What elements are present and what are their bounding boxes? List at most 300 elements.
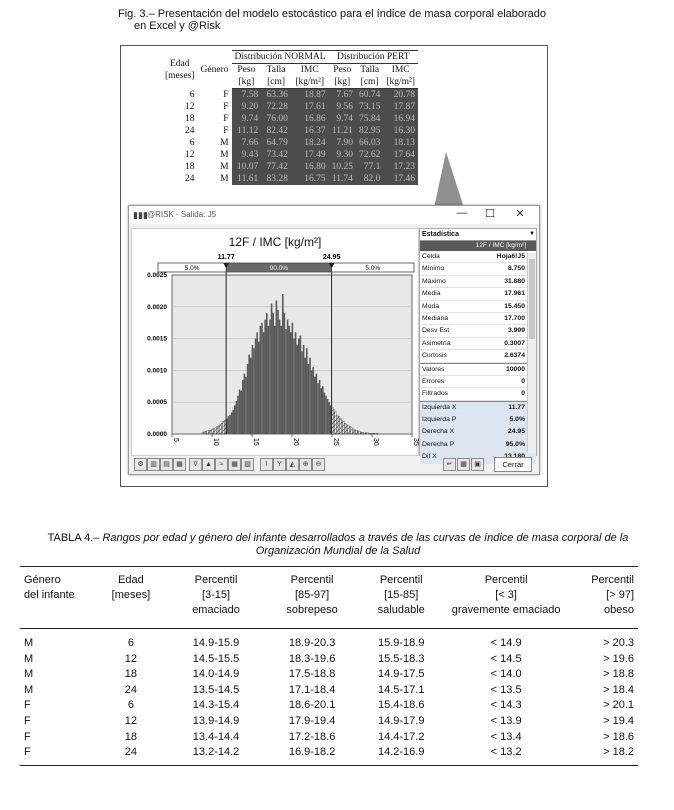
- histogram-bar: [216, 426, 218, 434]
- table4-cell: < 13.9: [490, 714, 522, 727]
- histogram-bar: [240, 391, 242, 434]
- figure-caption: [118, 8, 558, 32]
- histogram-bar: [348, 426, 350, 434]
- table4-cell: 15.9-18.9: [377, 637, 425, 649]
- histogram-bar: [229, 415, 231, 434]
- histogram-icon[interactable]: ▥: [147, 458, 160, 471]
- statistics-dropdown-label: Estadística: [422, 231, 459, 238]
- excel-cell-value: 16.37: [291, 125, 329, 137]
- histogram-bar: [279, 320, 281, 434]
- y-tick-label: 0.0010: [147, 367, 167, 375]
- maximize-icon[interactable]: ☐: [485, 208, 495, 220]
- table4-row: [20, 698, 638, 714]
- histogram-bar: [319, 380, 321, 434]
- excel-cell-value: 77.1: [356, 161, 383, 173]
- histogram-bar: [244, 374, 246, 434]
- bar-icon[interactable]: ▦: [173, 458, 186, 471]
- statistic-value: 0.3007: [504, 339, 525, 347]
- excel-col-header: Talla: [266, 65, 286, 75]
- histogram-bar: [324, 393, 326, 434]
- excel-unit-header: [kg/m²]: [383, 76, 418, 89]
- histogram-bar: [370, 433, 372, 434]
- table4-header: [97, 567, 164, 629]
- table4-row: [20, 652, 638, 668]
- excel-cell-value: 60.74: [356, 89, 383, 102]
- histogram-bar: [213, 428, 215, 434]
- excel-cell-value: 10.25: [329, 161, 356, 173]
- histogram-bar: [258, 342, 260, 434]
- excel-cell-value: 16.30: [383, 125, 418, 137]
- chevron-down-icon: ▼: [529, 231, 535, 237]
- table4-row: [20, 745, 638, 765]
- minimize-icon[interactable]: —: [456, 207, 468, 219]
- statistic-row: [420, 288, 536, 300]
- histogram-bar: [263, 332, 265, 434]
- excel-table: [162, 50, 418, 185]
- histogram-bar: [234, 405, 236, 434]
- statistic-row: [420, 301, 536, 313]
- excel-cell-genero: F: [223, 89, 229, 100]
- statistic-label: Moda: [422, 302, 440, 310]
- statistic-row: [420, 350, 536, 362]
- table4-header: [20, 567, 97, 629]
- excel-cell-edad: 24: [185, 174, 195, 184]
- excel-cell-value: 77.42: [261, 161, 291, 173]
- excel-cell-value: 9.30: [329, 149, 356, 161]
- excel-cell-value: 7.58: [232, 89, 262, 102]
- x-tick-label: 15: [252, 438, 259, 446]
- table4-header: [165, 567, 268, 629]
- excel-col-header: Peso: [333, 65, 352, 75]
- statistic-label: Dif X: [422, 453, 437, 461]
- histogram-bar: [277, 310, 279, 434]
- table4-cell: < 14.0: [490, 668, 522, 681]
- statistic-label: Errores: [422, 377, 445, 385]
- table4-header-line: Percentil: [194, 574, 238, 586]
- table4-cell: 18.6-20.1: [288, 699, 336, 712]
- risk-toolbar: [131, 457, 535, 472]
- statistic-row: [420, 414, 536, 426]
- histogram-bar: [304, 358, 306, 434]
- x-tick-label: 20: [292, 438, 299, 446]
- table4-cell: 12: [124, 714, 138, 727]
- statistic-label: Derecha X: [422, 428, 455, 436]
- excel-cell-value: 18.87: [291, 89, 329, 102]
- histogram-bar: [367, 433, 369, 434]
- table4-caption-line2: Organización Mundial de la Salud: [255, 545, 421, 557]
- table4-header: [267, 567, 356, 629]
- statistics-dropdown[interactable]: [420, 229, 536, 241]
- statistic-value: 17.700: [504, 314, 525, 322]
- table4-header-line: Edad: [118, 574, 144, 586]
- histogram-bar: [255, 339, 257, 434]
- table4-cell: 18.3-19.6: [288, 652, 336, 665]
- compare-icon[interactable]: ≈: [215, 458, 228, 471]
- histogram-bar: [215, 428, 217, 434]
- histogram-panel: [131, 228, 419, 456]
- table4-cell: 14.5-17.1: [377, 683, 425, 696]
- excel-cell-value: 11.74: [329, 173, 356, 185]
- histogram-bar: [239, 389, 241, 434]
- excel-header-pert: Distribución PERT: [329, 51, 418, 64]
- histogram-bar: [261, 323, 263, 434]
- graph-icon[interactable]: ⌇: [260, 458, 273, 471]
- table4-cell: 14.5-15.5: [192, 652, 240, 665]
- connector-triangle: [400, 150, 480, 210]
- histogram-bar: [202, 432, 204, 434]
- histogram-bar: [343, 421, 345, 434]
- histogram-bar: [204, 431, 206, 434]
- histogram-bar: [333, 410, 335, 434]
- histogram-bar: [375, 433, 377, 434]
- statistic-row: [420, 251, 536, 263]
- statistic-label: Celda: [422, 253, 440, 260]
- histogram-bar: [301, 351, 303, 434]
- table4-header-line: [meses]: [111, 589, 151, 601]
- histogram-bar: [376, 433, 378, 434]
- histogram-bar: [268, 326, 270, 434]
- table4-cell: > 19.4: [603, 714, 634, 727]
- grid-icon[interactable]: ▦: [457, 458, 470, 471]
- table4-header: [566, 567, 638, 629]
- table-icon[interactable]: ▦: [228, 458, 241, 471]
- excel-row: [162, 125, 418, 137]
- histogram-bar: [221, 423, 223, 434]
- chart-title: 12F / IMC [kg/m²]: [228, 235, 322, 249]
- excel-row: [162, 101, 418, 113]
- statistic-row: [420, 363, 536, 376]
- histogram-bar: [298, 339, 300, 434]
- statistic-value: 3.999: [507, 327, 525, 335]
- excel-cell-value: 18.24: [291, 137, 329, 149]
- statistic-value: 31.880: [504, 277, 525, 285]
- y-tick-label: 0.0000: [147, 431, 167, 438]
- table4-cell: > 18.4: [603, 683, 634, 696]
- table4-cell: 14.0-14.9: [192, 668, 240, 681]
- excel-cell-value: 82.42: [261, 125, 291, 137]
- excel-col-header: Peso: [237, 65, 256, 75]
- histogram-bar: [271, 304, 273, 434]
- table4-cell: > 18.2: [566, 745, 638, 765]
- excel-cell-genero: M: [220, 138, 229, 148]
- histogram-bar: [285, 329, 287, 434]
- histogram-bar: [245, 377, 247, 434]
- table4-header-line: Género: [24, 574, 61, 586]
- statistics-panel: [419, 228, 537, 461]
- excel-cell-value: 17.61: [291, 101, 329, 113]
- table4-cell: > 18.6: [603, 730, 634, 743]
- excel-row: [162, 161, 418, 173]
- fit-icon[interactable]: ◭: [286, 458, 299, 471]
- excel-cell-genero: F: [223, 126, 229, 136]
- excel-cell-value: 83.28: [261, 173, 291, 185]
- table4-cell: F: [24, 714, 31, 727]
- histogram-bar: [205, 431, 207, 434]
- table4-cell: < 14.5: [490, 652, 522, 665]
- histogram-bar: [359, 431, 361, 434]
- statistic-value: 24.95: [507, 428, 525, 436]
- table4-header-line: obeso: [604, 604, 634, 616]
- table4-header: [446, 567, 567, 629]
- table4-cell: 15.4-18.6: [377, 699, 425, 712]
- histogram-bar: [295, 332, 297, 434]
- middle-prob-label: 90.0%: [269, 265, 289, 272]
- excel-cell-value: 82.95: [356, 125, 383, 137]
- histogram-bar: [300, 335, 302, 434]
- cell-icon[interactable]: ▣: [471, 458, 484, 471]
- excel-cell-value: 63.36: [261, 89, 291, 102]
- figure-caption-line2: en Excel y @Risk: [134, 20, 221, 32]
- histogram-bar: [306, 348, 308, 434]
- excel-cell-value: 9.74: [329, 113, 356, 125]
- excel-cell-value: 17.49: [291, 149, 329, 161]
- excel-cell-value: 7.66: [232, 137, 262, 149]
- statistic-label: Media: [422, 290, 441, 298]
- table4-cell: 6: [127, 699, 134, 712]
- histogram-bar: [272, 313, 274, 434]
- excel-cell-value: 16.75: [291, 173, 329, 185]
- excel-cell-edad: 18: [185, 114, 195, 124]
- figure-caption-line1: Fig. 3.– Presentación del modelo estocástico para el índice de masa corporal elaborado: [118, 8, 547, 20]
- statistics-header: 12F / IMC [kg/m²]: [420, 241, 536, 251]
- link-icon[interactable]: ↵: [443, 458, 456, 471]
- excel-cell-edad: 6: [189, 138, 195, 148]
- table4-cell: 14.9-17.9: [377, 714, 425, 727]
- table4-caption: [30, 532, 646, 558]
- histogram-bar: [314, 377, 316, 434]
- excel-cell-value: 11.61: [232, 173, 262, 185]
- excel-unit-header: [kg]: [232, 76, 262, 89]
- statistic-value: 8.750: [507, 265, 525, 273]
- statistic-row: [420, 325, 536, 337]
- histogram-bar: [223, 421, 225, 434]
- excel-unit-header: [kg]: [329, 76, 356, 89]
- statistic-row: [420, 426, 536, 438]
- histogram-bar: [290, 332, 292, 434]
- table4-header-line: [< 3]: [495, 589, 517, 601]
- excel-cell-value: 16.94: [383, 113, 418, 125]
- table4-cell: > 18.8: [603, 668, 634, 681]
- histogram-bar: [360, 432, 362, 434]
- table4-cell: 13.4-14.4: [192, 730, 240, 743]
- excel-cell-genero: F: [223, 114, 229, 124]
- table4-header: [357, 567, 446, 629]
- statistic-row: [420, 338, 536, 350]
- statistic-label: Izquierda P: [422, 416, 457, 424]
- table4-cell: 14.4-17.2: [377, 730, 425, 743]
- table4-cell: 14.9-15.9: [192, 637, 240, 649]
- histogram-bar: [336, 415, 338, 434]
- histogram-bar: [356, 430, 358, 434]
- statistics-scrollbar[interactable]: [527, 253, 536, 453]
- table4-caption-prefix: TABLA 4.–: [47, 532, 100, 544]
- table4-header-line: del infante: [24, 589, 75, 601]
- excel-unit-header: [kg/m²]: [291, 76, 329, 89]
- excel-unit-header: [cm]: [261, 76, 291, 89]
- excel-cell-value: 20.78: [383, 89, 418, 102]
- table4-cell: < 13.2: [446, 745, 567, 765]
- statistic-value: 5.0%: [509, 416, 525, 424]
- close-icon[interactable]: ✕: [515, 208, 525, 220]
- excel-cell-value: 75.84: [356, 113, 383, 125]
- histogram-bar: [228, 416, 230, 434]
- table4-header-line: gravemente emaciado: [451, 604, 561, 616]
- settings-icon[interactable]: ⚙: [134, 458, 147, 471]
- table4-header-line: emaciado: [192, 604, 240, 616]
- statistic-value: 15.450: [504, 302, 525, 310]
- statistic-row: [420, 376, 536, 388]
- table4-cell: F: [24, 730, 31, 743]
- table4-cell: 24: [124, 683, 138, 696]
- table4-cell: < 14.3: [490, 699, 522, 712]
- table4-row: [20, 683, 638, 699]
- close-button[interactable]: Cerrar: [494, 457, 532, 472]
- table4-row: [20, 714, 638, 730]
- excel-cell-value: 17.87: [383, 101, 418, 113]
- histogram-bar: [308, 364, 310, 434]
- scrollbar-thumb[interactable]: [529, 259, 535, 339]
- risk-app-icon: ▮▮▮: [133, 210, 148, 220]
- excel-row: [162, 173, 418, 185]
- excel-cell-value: 7.90: [329, 137, 356, 149]
- statistic-label: Filtrados: [422, 390, 449, 398]
- excel-cell-edad: 24: [185, 126, 195, 136]
- histogram-bar: [341, 420, 343, 434]
- histogram-bar: [252, 345, 254, 434]
- histogram-bar: [317, 383, 319, 434]
- histogram-bar: [364, 433, 366, 434]
- excel-cell-edad: 12: [185, 150, 195, 160]
- table4-cell: 17.1-18.4: [288, 683, 336, 696]
- histogram-bar: [344, 423, 346, 434]
- excel-col-header: IMC: [300, 65, 319, 75]
- statistic-value: 2.6374: [504, 352, 525, 360]
- triangle-icon[interactable]: Y: [273, 458, 286, 471]
- histogram-bar: [349, 426, 351, 434]
- histogram-bar: [362, 432, 364, 434]
- histogram-bar: [237, 396, 239, 434]
- histogram-bar: [256, 332, 258, 434]
- excel-cell-value: 18.13: [383, 137, 418, 149]
- x-tick-label: 35: [412, 438, 419, 446]
- statistic-row: [420, 401, 536, 414]
- cumulative-icon[interactable]: ▤: [160, 458, 173, 471]
- table4-header-line: [15-85]: [384, 589, 419, 601]
- table4-cell: F: [24, 699, 31, 712]
- table4-cell: 14.2-16.9: [357, 745, 446, 765]
- histogram-bar: [293, 339, 295, 434]
- statistic-row: [420, 313, 536, 325]
- table4-cell: 13.5-14.5: [192, 683, 240, 696]
- statistic-value: 11.77: [508, 403, 525, 411]
- histogram-bar: [368, 433, 370, 434]
- excel-cell-genero: F: [223, 102, 229, 112]
- excel-cell-genero: M: [220, 150, 229, 160]
- table4-cell: 18: [124, 668, 138, 681]
- zoom-out-icon[interactable]: ⊖: [312, 458, 325, 471]
- right-x-label: 24.95: [322, 254, 341, 261]
- table4-cell: 12: [124, 652, 138, 665]
- histogram-bar: [365, 433, 367, 434]
- statistic-label: Derecha P: [422, 440, 455, 448]
- export-icon[interactable]: ▧: [241, 458, 254, 471]
- excel-cell-value: 9.56: [329, 101, 356, 113]
- histogram-bar: [253, 348, 255, 434]
- filter-icon[interactable]: ⊽: [189, 458, 202, 471]
- table4-header-line: [> 97]: [606, 589, 634, 601]
- table4-header-line: Percentil: [591, 574, 634, 586]
- histogram-bar: [316, 374, 318, 434]
- excel-header-normal: Distribución NORMAL: [232, 51, 329, 64]
- table4-cell: M: [24, 683, 34, 696]
- statistic-value: 17.961: [504, 290, 525, 298]
- excel-cell-value: 17.46: [383, 173, 418, 185]
- excel-cell-value: 66.03: [356, 137, 383, 149]
- table4-header-line: Percentil: [484, 574, 528, 586]
- statistic-label: Valores: [422, 365, 445, 373]
- excel-unit-header: [cm]: [356, 76, 383, 89]
- excel-cell-value: 7.67: [329, 89, 356, 102]
- table4-cell: > 19.6: [603, 652, 634, 665]
- left-prob-label: 5.0%: [184, 265, 200, 272]
- histogram-bar: [325, 396, 327, 434]
- density-icon[interactable]: ▲: [202, 458, 215, 471]
- histogram-bar: [210, 430, 212, 434]
- excel-cell-value: 76.00: [261, 113, 291, 125]
- table4-header-line: Percentil: [290, 574, 334, 586]
- table4: [20, 566, 638, 766]
- histogram-bar: [303, 345, 305, 434]
- x-tick-label: 5: [172, 438, 179, 442]
- y-tick-label: 0.0020: [147, 303, 167, 311]
- histogram-bar: [296, 345, 298, 434]
- excel-cell-edad: 6: [189, 89, 195, 100]
- excel-cell-value: 17.23: [383, 161, 418, 173]
- excel-row: [162, 113, 418, 125]
- table4-cell: 17.9-19.4: [288, 714, 336, 727]
- excel-cell-value: 82.0: [356, 173, 383, 185]
- statistic-value: 0: [521, 390, 525, 398]
- table4-row: [20, 730, 638, 746]
- excel-cell-value: 17.64: [383, 149, 418, 161]
- table4-cell: < 14.9: [490, 637, 522, 649]
- histogram-bar: [242, 380, 244, 434]
- right-prob-label: 5.0%: [365, 265, 381, 272]
- histogram-bar: [269, 320, 271, 434]
- statistic-label: Mínimo: [422, 265, 445, 273]
- excel-cell-edad: 18: [185, 162, 195, 172]
- statistic-value: Hoja6!J5: [496, 253, 525, 260]
- histogram-bar: [247, 364, 249, 434]
- excel-cell-genero: M: [220, 162, 229, 172]
- histogram-bar: [264, 320, 266, 434]
- histogram-bar: [282, 294, 284, 434]
- histogram-bar: [312, 367, 314, 434]
- histogram-bar: [309, 358, 311, 434]
- statistic-row: [420, 388, 536, 400]
- table4-cell: > 20.3: [603, 637, 634, 649]
- statistic-row: [420, 439, 536, 451]
- histogram-bar: [288, 326, 290, 434]
- excel-row: [162, 89, 418, 102]
- statistic-label: Mediana: [422, 314, 449, 322]
- excel-cell-value: 73.42: [261, 149, 291, 161]
- table4-cell: 13.2-14.2: [165, 745, 268, 765]
- zoom-in-icon[interactable]: ⊕: [299, 458, 312, 471]
- excel-header-edad: Edad [meses]: [165, 58, 195, 81]
- histogram-bar: [280, 326, 282, 434]
- table4-row: [20, 629, 638, 652]
